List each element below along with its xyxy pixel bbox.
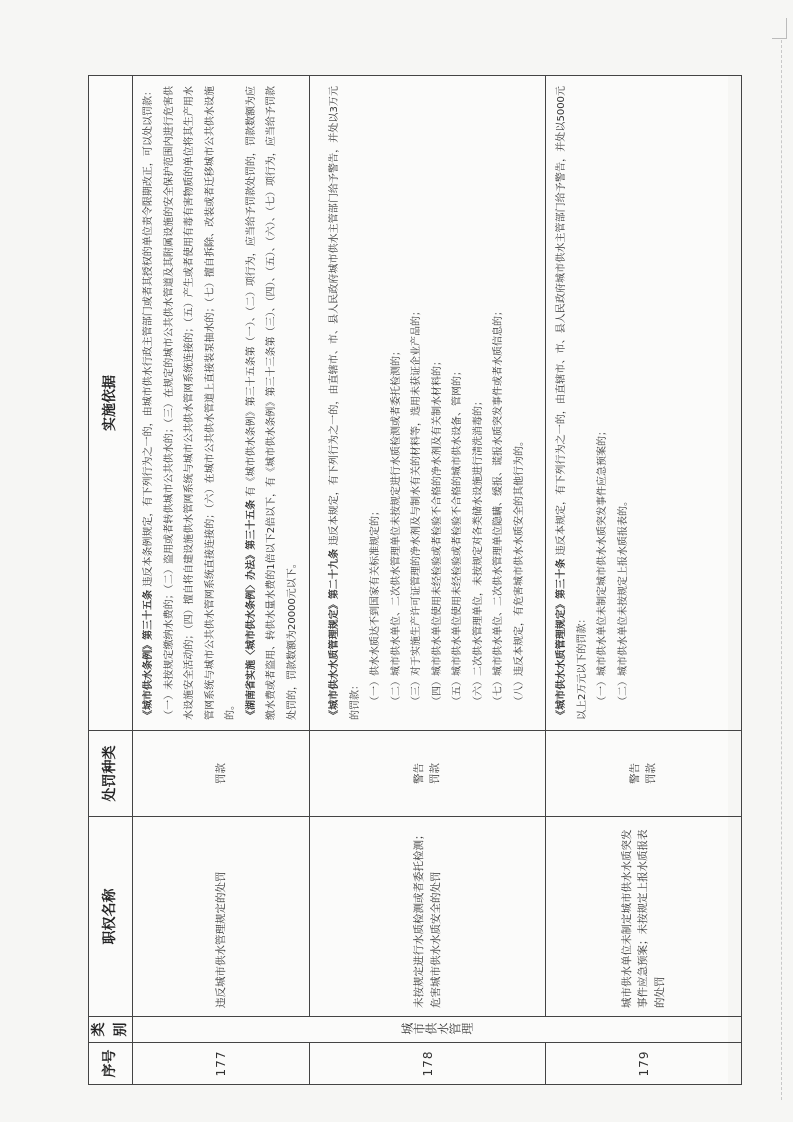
law-text: 违反本规定，有下列行为之一的，由直辖市、市、县人民政府城市供水主管部门给予警告，并处以3万元的罚款：	[329, 86, 361, 720]
law-title: 《城市供水水质管理规定》第三十条	[556, 558, 568, 720]
list-item: （六）二次供水管理单位，未按规定对各类储水设施进行清洗消毒的；	[472, 396, 484, 706]
crop-mark	[772, 18, 787, 39]
law-title: 《湖南省实施〈城市供水条例〉办法》第三十五条	[245, 499, 257, 720]
list-item: （八）违反本规定，有危害城市供水水质安全的其他行为的。	[513, 436, 525, 706]
penalty-kind-fine: 罚款	[428, 763, 441, 784]
penalty-kind-fine: 罚款	[644, 763, 657, 784]
header-basis: 实施依据	[89, 76, 133, 731]
header-no: 序号	[89, 1043, 133, 1085]
header-kind: 处罚种类	[89, 731, 133, 817]
penalty-kind	[546, 731, 742, 817]
row-number: 179	[546, 1043, 742, 1085]
power-name: 未按规定进行水质检测或者委托检测；危害城市供水水质安全的处罚	[310, 817, 546, 1017]
penalty-kind	[133, 731, 310, 817]
list-item: （七）城市供水单位、二次供水管理单位隐瞒、缓报、谎报水质突发事件或者水质信息的；	[493, 306, 505, 706]
table-row	[133, 76, 310, 1085]
table-row	[546, 76, 742, 1085]
list-item: （四）城市供水单位使用未经检验或者检验不合格的净水剂及有关制水材料的；	[431, 356, 443, 706]
row-number: 178	[310, 1043, 546, 1085]
legal-basis	[310, 76, 546, 731]
page-edge-line	[781, 40, 783, 1100]
penalty-kind-warning: 警告	[413, 763, 426, 784]
power-name: 违反城市供水管理规定的处罚	[133, 817, 310, 1017]
header-category: 类别	[89, 1017, 133, 1043]
list-item: （二）城市供水单位未按规定上报水质报表的。	[617, 496, 629, 706]
list-item: （五）城市供水单位使用未经检验或者检验不合格的城市供水设备、管网的；	[452, 366, 464, 706]
row-number: 177	[133, 1043, 310, 1085]
penalty-kind-fine: 罚款	[214, 763, 227, 784]
table-row	[310, 76, 546, 1085]
list-item: （二）城市供水单位、二次供水管理单位未按规定进行水质检测或者委托检测的；	[390, 346, 402, 706]
penalty-kind	[310, 731, 546, 817]
category-cell: 城市供水管理	[133, 1017, 742, 1043]
law-text: 违反本条例规定，有下列行为之一的，由城市供水行政主管部门或者其授权的单位责令限期改正，可以处以罚款：（一）未按规定缴纳水费的；（二）盗用或者转供城市公共供水的；（三）在规定的城市公共供水管道及其附属设施的安全保护范围内进行危害供水设施安全活动的；（四）擅自将自建设施供水管网系统与城市公共供水管网系统连接的；（五）产生或者使用有毒有害物质的单位将其生产用水管网系统与城市公共供水管网系统直接连接的；（六）在城市公共供水管道上直接装泵抽水的；（七）擅自拆除、改装或者迁移城市公共供水设施的。	[143, 85, 237, 720]
legal-basis	[133, 76, 310, 731]
list-item: （三）对于实施生产许可证管理的净水剂及与制水有关的材料等，选用未获证企业产品的；	[411, 306, 423, 706]
list-item: （一）供水水质达不到国家有关标准规定的；	[370, 506, 382, 706]
penalty-table	[88, 75, 742, 1085]
header-name: 职权名称	[89, 817, 133, 1017]
law-title: 《城市供水条例》第三十五条	[143, 589, 155, 720]
rotated-table-sheet	[88, 75, 728, 1085]
list-item: （一）城市供水单位未制定城市供水水质突发事件应急预案的；	[597, 426, 609, 706]
law-text: 有《城市供水条例》第三十五条第（一）、（二）项行为，应当给予罚款处罚的，罚款数额为应缴水费或者盗用、转供水量水费的1倍以下2倍以下，有《城市供水条例》第三十三条第（三）、（四）、（五）、（六）、（七）项行为，应当给予罚款处罚的，罚款数额为20000元以下。	[245, 85, 298, 720]
law-text: 违反本规定，有下列行为之一的，由直辖市、市、县人民政府城市供水主管部门给予警告，并处以5000元以上2万元以下的罚款：	[556, 85, 588, 720]
penalty-kind-warning: 警告	[629, 763, 642, 784]
legal-basis	[546, 76, 742, 731]
table-header-row	[89, 76, 133, 1085]
power-name: 城市供水单位未制定城市供水水质突发事件应急预案；未按规定上报水质报表的处罚	[546, 817, 742, 1017]
law-title: 《城市供水水质管理规定》第二十九条	[329, 548, 341, 720]
